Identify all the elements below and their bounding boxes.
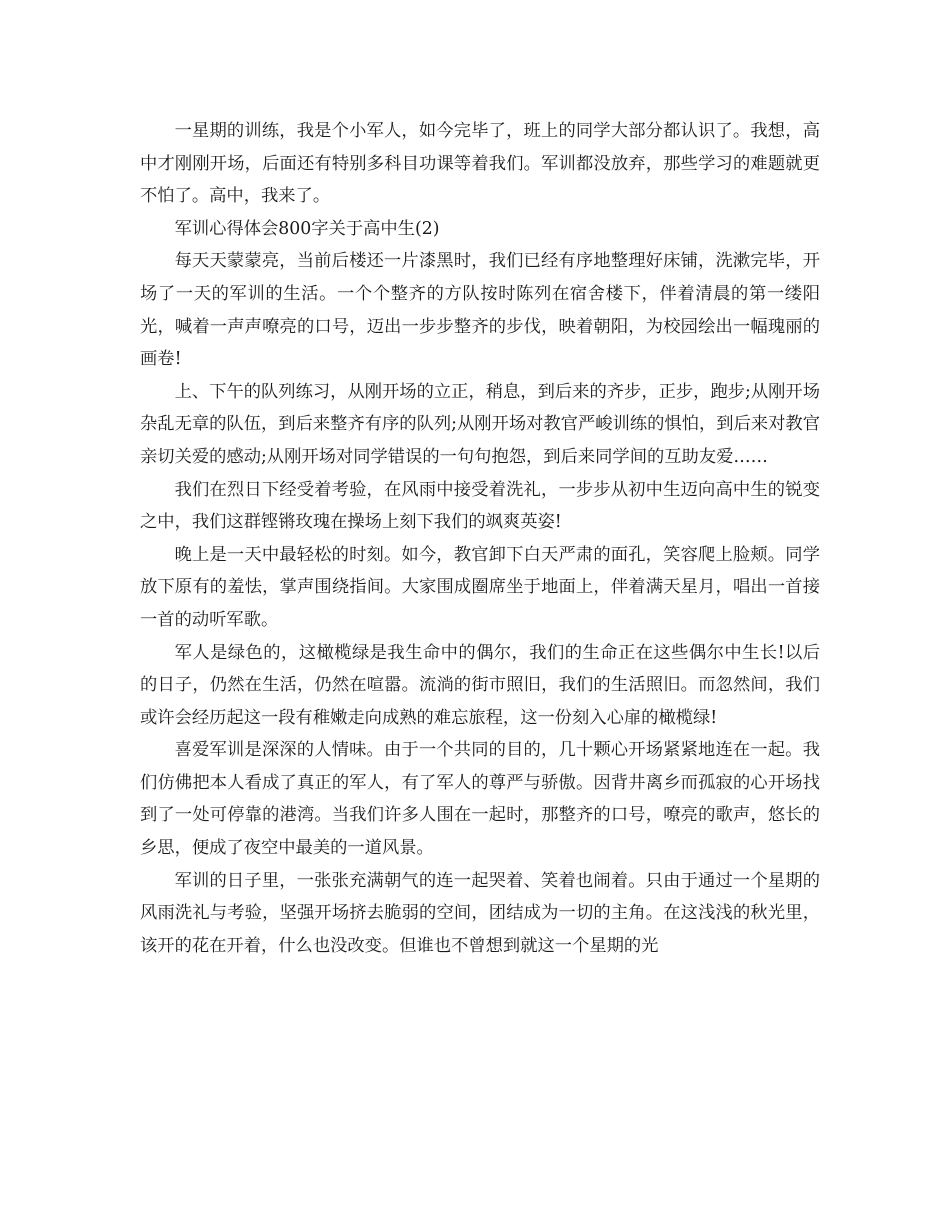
- paragraph-1: 一星期的训练，我是个小军人，如今完毕了，班上的同学大部分都认识了。我想，高中才刚刚开场，后面还有特别多科目功课等着我们。军训都没放弃，那些学习的难题就更不怕了。高中，我来了。: [140, 121, 820, 207]
- document-body: [140, 115, 820, 962]
- paragraph-2: 每天天蒙蒙亮，当前后楼还一片漆黑时，我们已经有序地整理好床铺，洗漱完毕，开场了一天的军训的生活。一个个整齐的方队按时陈列在宿舍楼下，伴着清晨的第一缕阳光，喊着一声声嘹亮的口号，迈出一步步整齐的步伐，映着朝阳，为校园绘出一幅瑰丽的画卷!: [140, 251, 820, 370]
- paragraph-7: 喜爱军训是深深的人情味。由于一个共同的目的，几十颗心开场紧紧地连在一起。我们仿佛把本人看成了真正的军人，有了军人的尊严与骄傲。因背井离乡而孤寂的心开场找到了一处可停靠的港湾。当我们许多人围在一起时，那整齐的口号，嘹亮的歌声，悠长的乡思，便成了夜空中最美的一道风景。: [140, 740, 820, 859]
- paragraph-5: 晚上是一天中最轻松的时刻。如今，教官卸下白天严肃的面孔，笑容爬上脸颊。同学放下原有的羞怯，掌声围绕指间。大家围成圈席坐于地面上，伴着满天星月，唱出一首接一首的动听军歌。: [140, 544, 820, 630]
- paragraph-6: 军人是绿色的，这橄榄绿是我生命中的偶尔，我们的生命正在这些偶尔中生长!以后的日子，仍然在生活，仍然在喧嚣。流淌的街市照旧，我们的生活照旧。而忽然间，我们或许会经历起这一段有稚嫩走向成熟的难忘旅程，这一份刻入心扉的橄榄绿!: [140, 642, 820, 728]
- section-subtitle: 军训心得体会800字关于高中生(2): [174, 218, 440, 239]
- paragraph-8: 军训的日子里，一张张充满朝气的连一起哭着、笑着也闹着。只由于通过一个星期的风雨洗礼与考验，坚强开场挤去脆弱的空间，团结成为一切的主角。在这浅浅的秋光里，该开的花在开着，什么也没改变。但谁也不曾想到就这一个星期的光: [140, 870, 820, 956]
- paragraph-4: 我们在烈日下经受着考验，在风雨中接受着洗礼，一步步从初中生迈向高中生的锐变之中，我们这群铿锵玫瑰在操场上刻下我们的飒爽英姿!: [140, 479, 820, 533]
- paragraph-3: 上、下午的队列练习，从刚开场的立正，稍息，到后来的齐步，正步，跑步;从刚开场杂乱无章的队伍，到后来整齐有序的队列;从刚开场对教官严峻训练的惧怕，到后来对教官亲切关爱的感动;从刚开场对同学错误的一句句抱怨，到后来同学间的互助友爱……: [140, 381, 820, 467]
